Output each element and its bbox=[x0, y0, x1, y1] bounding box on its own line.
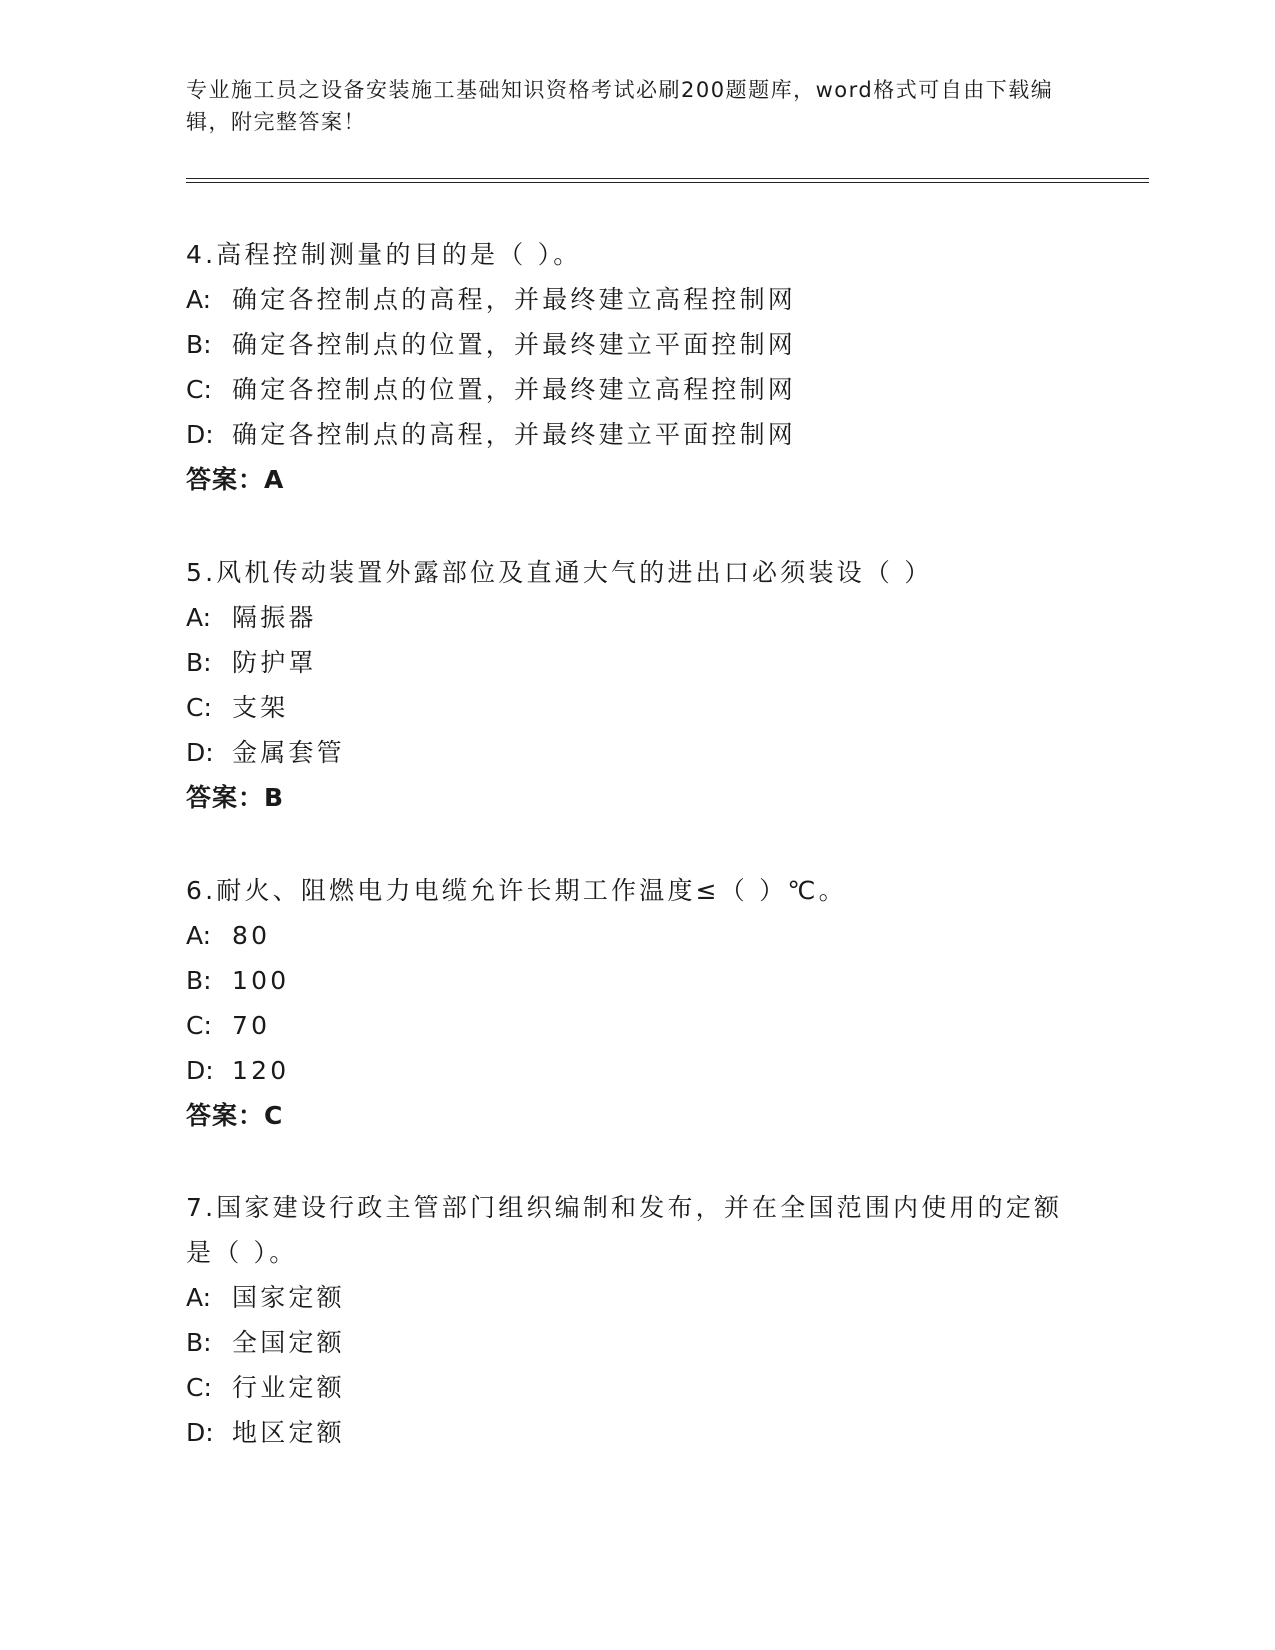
option-key: D: bbox=[186, 1418, 214, 1447]
option-key: A: bbox=[186, 1283, 212, 1312]
option-b bbox=[186, 1320, 1086, 1365]
option-key: C: bbox=[186, 1373, 212, 1402]
option-text: 确定各控制点的高程，并最终建立平面控制网 bbox=[232, 420, 797, 449]
option-a bbox=[186, 1275, 1086, 1320]
question-stem: 7.国家建设行政主管部门组织编制和发布，并在全国范围内使用的定额是（ ）。 bbox=[186, 1193, 1063, 1267]
option-text: 确定各控制点的高程，并最终建立高程控制网 bbox=[232, 285, 797, 314]
option-key: B: bbox=[186, 330, 212, 359]
header-divider-bottom bbox=[186, 182, 1149, 183]
option-text: 行业定额 bbox=[232, 1373, 345, 1402]
option-a bbox=[186, 595, 1086, 640]
option-c bbox=[186, 1003, 1086, 1048]
option-key: C: bbox=[186, 375, 212, 404]
question-stem: 4.高程控制测量的目的是（ ）。 bbox=[186, 240, 582, 269]
option-text: 70 bbox=[232, 1011, 271, 1040]
option-c bbox=[186, 685, 1086, 730]
option-key: B: bbox=[186, 1328, 212, 1357]
option-d bbox=[186, 412, 1086, 457]
option-text: 支架 bbox=[232, 693, 289, 722]
option-key: A: bbox=[186, 921, 212, 950]
option-text: 确定各控制点的位置，并最终建立平面控制网 bbox=[232, 330, 797, 359]
option-b bbox=[186, 322, 1086, 367]
option-key: B: bbox=[186, 648, 212, 677]
question-stem: 6.耐火、阻燃电力电缆允许长期工作温度≤（ ）℃。 bbox=[186, 876, 847, 905]
question-5 bbox=[186, 550, 1086, 820]
answer-label: 答案：C bbox=[186, 1101, 284, 1130]
option-key: B: bbox=[186, 966, 212, 995]
option-c bbox=[186, 1365, 1086, 1410]
option-key: D: bbox=[186, 420, 214, 449]
question-4 bbox=[186, 232, 1086, 502]
question-stem: 5.风机传动装置外露部位及直通大气的进出口必须装设（ ） bbox=[186, 558, 933, 587]
option-text: 100 bbox=[232, 966, 290, 995]
option-a bbox=[186, 277, 1086, 322]
option-key: A: bbox=[186, 285, 212, 314]
option-key: D: bbox=[186, 1056, 214, 1085]
option-key: A: bbox=[186, 603, 212, 632]
option-key: C: bbox=[186, 1011, 212, 1040]
option-key: C: bbox=[186, 693, 212, 722]
option-text: 隔振器 bbox=[232, 603, 317, 632]
option-text: 确定各控制点的位置，并最终建立高程控制网 bbox=[232, 375, 797, 404]
option-d bbox=[186, 730, 1086, 775]
option-key: D: bbox=[186, 738, 214, 767]
option-c bbox=[186, 367, 1086, 412]
document-header bbox=[186, 74, 1066, 138]
option-text: 地区定额 bbox=[232, 1418, 345, 1447]
option-a bbox=[186, 913, 1086, 958]
option-b bbox=[186, 640, 1086, 685]
option-text: 120 bbox=[232, 1056, 290, 1085]
option-text: 国家定额 bbox=[232, 1283, 345, 1312]
option-d bbox=[186, 1410, 1086, 1455]
option-text: 金属套管 bbox=[232, 738, 345, 767]
option-text: 80 bbox=[232, 921, 271, 950]
option-b bbox=[186, 958, 1086, 1003]
header-title: 专业施工员之设备安装施工基础知识资格考试必刷200题题库，word格式可自由下载编辑，附完整答案！ bbox=[186, 78, 1054, 134]
question-7 bbox=[186, 1185, 1086, 1455]
option-text: 全国定额 bbox=[232, 1328, 345, 1357]
option-text: 防护罩 bbox=[232, 648, 317, 677]
option-d bbox=[186, 1048, 1086, 1093]
answer-label: 答案：A bbox=[186, 465, 285, 494]
question-6 bbox=[186, 868, 1086, 1138]
answer-label: 答案：B bbox=[186, 783, 285, 812]
header-divider-top bbox=[186, 178, 1149, 179]
